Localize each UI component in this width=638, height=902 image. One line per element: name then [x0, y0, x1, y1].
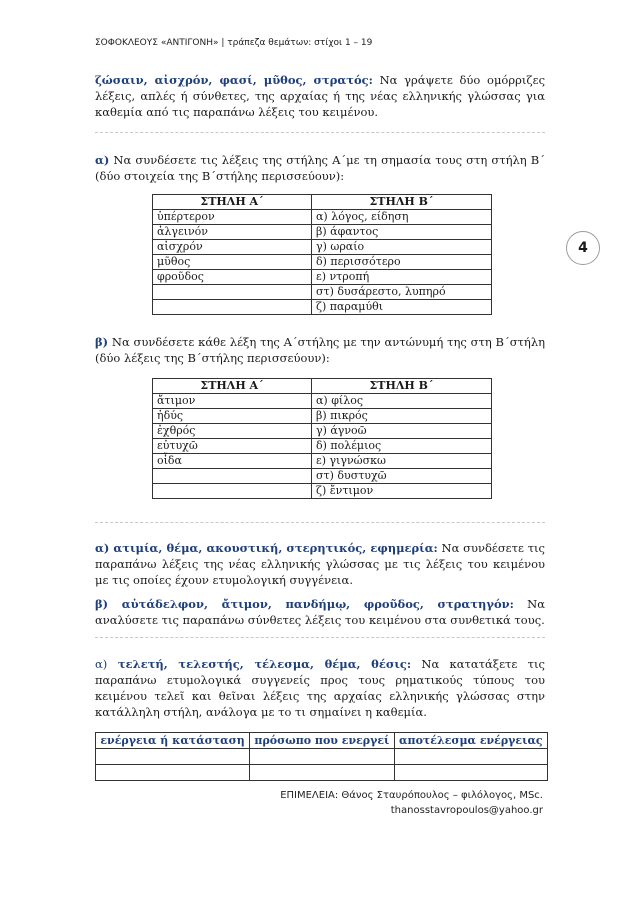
column-b-cell: δ) πολέμιος — [312, 439, 492, 454]
column-b-cell: ζ) ἔντιμον — [312, 484, 492, 499]
question-3b-text: Να αναλύσετε τις παραπάνω σύνθετες λέξεις του κειμένου στα συνθετικά τους. — [95, 597, 546, 627]
column-b-cell: στ) δυσάρεστο, λυπηρό — [312, 285, 492, 300]
question-3a-keywords: α) ατιμία, θέμα, ακουστική, στερητικός, εφημερία: — [95, 541, 438, 555]
column-b-cell: α) φίλος — [312, 394, 492, 409]
column-a-cell: φροῦδος — [153, 270, 312, 285]
column-a-cell: ἄτιμον — [153, 394, 312, 409]
column-a-cell: μῦθος — [153, 255, 312, 270]
question-1 — [95, 72, 545, 120]
matching-table-meanings — [152, 194, 492, 315]
column-b-cell: β) άφαντος — [312, 225, 492, 240]
column-a-header: ΣΤΗΛΗ Α΄ — [153, 195, 312, 210]
table-row — [153, 270, 492, 285]
column-a-cell — [153, 285, 312, 300]
blank-cell — [96, 749, 250, 765]
separator — [95, 522, 545, 523]
question-3a — [95, 540, 545, 588]
table-row — [153, 240, 492, 255]
column-b-cell: ε) γιγνώσκω — [312, 454, 492, 469]
column-a-cell — [153, 300, 312, 315]
column-header-state: ενέργεια ή κατάσταση — [96, 733, 250, 749]
question-2a-text: Να συνδέσετε τις λέξεις της στήλης Α΄με τη σημασία τους στη στήλη Β΄ (δύο στοιχεία της Β΄στήλης περισσεύουν): — [95, 153, 545, 183]
question-1-text: Να γράψετε δύο ομόρριζες λέξεις, απλές ή σύνθετες, της αρχαίας ή της νέας ελληνικής γλώσσας για καθεμία από τις παραπάνω λέξεις του κειμένου. — [95, 73, 546, 119]
table-row — [153, 454, 492, 469]
question-1-keywords: ζώσαιν, αἰσχρόν, φασί, μῦθος, στρατός: — [95, 73, 373, 87]
separator — [95, 132, 545, 133]
matching-table-antonyms — [152, 378, 492, 499]
question-4 — [95, 656, 545, 720]
question-2a-label: α) — [95, 153, 110, 167]
column-b-header: ΣΤΗΛΗ Β΄ — [312, 195, 492, 210]
table-row — [153, 285, 492, 300]
table-row — [153, 484, 492, 499]
separator — [95, 637, 545, 638]
table-row — [96, 749, 548, 765]
column-b-cell: ε) ντροπή — [312, 270, 492, 285]
column-header-agent: πρόσωπο που ενεργεί — [250, 733, 395, 749]
blank-cell — [250, 749, 395, 765]
column-a-cell: αἰσχρόν — [153, 240, 312, 255]
column-a-cell: εὐτυχῶ — [153, 439, 312, 454]
question-2b — [95, 334, 545, 366]
column-a-cell: ἐχθρός — [153, 424, 312, 439]
column-a-cell: οἶδα — [153, 454, 312, 469]
question-3b — [95, 596, 545, 628]
column-b-cell: ζ) παραμύθι — [312, 300, 492, 315]
table-row — [153, 255, 492, 270]
column-b-header: ΣΤΗΛΗ Β΄ — [312, 379, 492, 394]
table-row — [153, 409, 492, 424]
column-b-cell: β) πικρός — [312, 409, 492, 424]
blank-cell — [394, 765, 547, 781]
blank-cell — [394, 749, 547, 765]
question-3b-keywords: β) αὐτάδελφον, ἄτιμον, πανδήμῳ, φροῦδος, στρατηγόν: — [95, 597, 514, 611]
column-a-cell: ἡδύς — [153, 409, 312, 424]
blank-cell — [250, 765, 395, 781]
question-4-text: Να κατατάξετε τις παραπάνω ετυμολογικά συγγενείς προς τους ρηματικούς τύπους του κειμένου τελεῖ και θεῖναι λέξεις της αρχαίας ελληνικής γλώσσας στην κατάλληλη στήλη, ανάλογα με το τι σημαίνει η καθεμία. — [95, 657, 545, 719]
column-b-cell: γ) άγνοῶ — [312, 424, 492, 439]
footer-email: thanosstavropoulos@yahoo.gr — [390, 805, 543, 816]
table-row — [153, 300, 492, 315]
question-2b-text: Να συνδέσετε κάθε λέξη της Α΄στήλης με την αντώνυμή της στη Β΄στήλη (δύο λέξεις της Β΄στήλης περισσεύουν): — [95, 335, 545, 365]
question-4-label: α) — [95, 657, 108, 671]
table-row — [153, 225, 492, 240]
column-a-header: ΣΤΗΛΗ Α΄ — [153, 379, 312, 394]
question-2a — [95, 152, 545, 184]
question-4-keywords: τελετή, τελεστής, τέλεσμα, θέμα, θέσις: — [107, 657, 412, 671]
categorization-table — [95, 732, 548, 781]
column-b-cell: γ) ωραίο — [312, 240, 492, 255]
column-a-cell — [153, 469, 312, 484]
table-row — [153, 210, 492, 225]
page-number-badge: 4 — [566, 231, 600, 265]
table-row — [153, 439, 492, 454]
table-row — [153, 394, 492, 409]
page-footer — [280, 788, 543, 818]
question-2b-label: β) — [95, 335, 109, 349]
table-row — [153, 424, 492, 439]
column-b-cell: α) λόγος, είδηση — [312, 210, 492, 225]
page-header: ΣΟΦΟΚΛΕΟΥΣ «ΑΝΤΙΓΟΝΗ» | τράπεζα θεμάτων: στίχοι 1 – 19 — [95, 38, 373, 48]
column-a-cell: ἀλγεινόν — [153, 225, 312, 240]
column-header-result: αποτέλεσμα ενέργειας — [394, 733, 547, 749]
table-row — [153, 469, 492, 484]
footer-author: ΕΠΙΜΕΛΕΙΑ: Θάνος Σταυρόπουλος – φιλόλογος, MSc. — [280, 790, 543, 801]
column-a-cell — [153, 484, 312, 499]
table-row — [96, 765, 548, 781]
column-b-cell: στ) δυστυχῶ — [312, 469, 492, 484]
column-b-cell: δ) περισσότερο — [312, 255, 492, 270]
question-3a-text: Να συνδέσετε τις παραπάνω λέξεις της νέας ελληνικής γλώσσας με τις λέξεις του κειμένου με τις οποίες έχουν ετυμολογική συγγένεια. — [95, 541, 546, 587]
column-a-cell: ὑπέρτερον — [153, 210, 312, 225]
blank-cell — [96, 765, 250, 781]
